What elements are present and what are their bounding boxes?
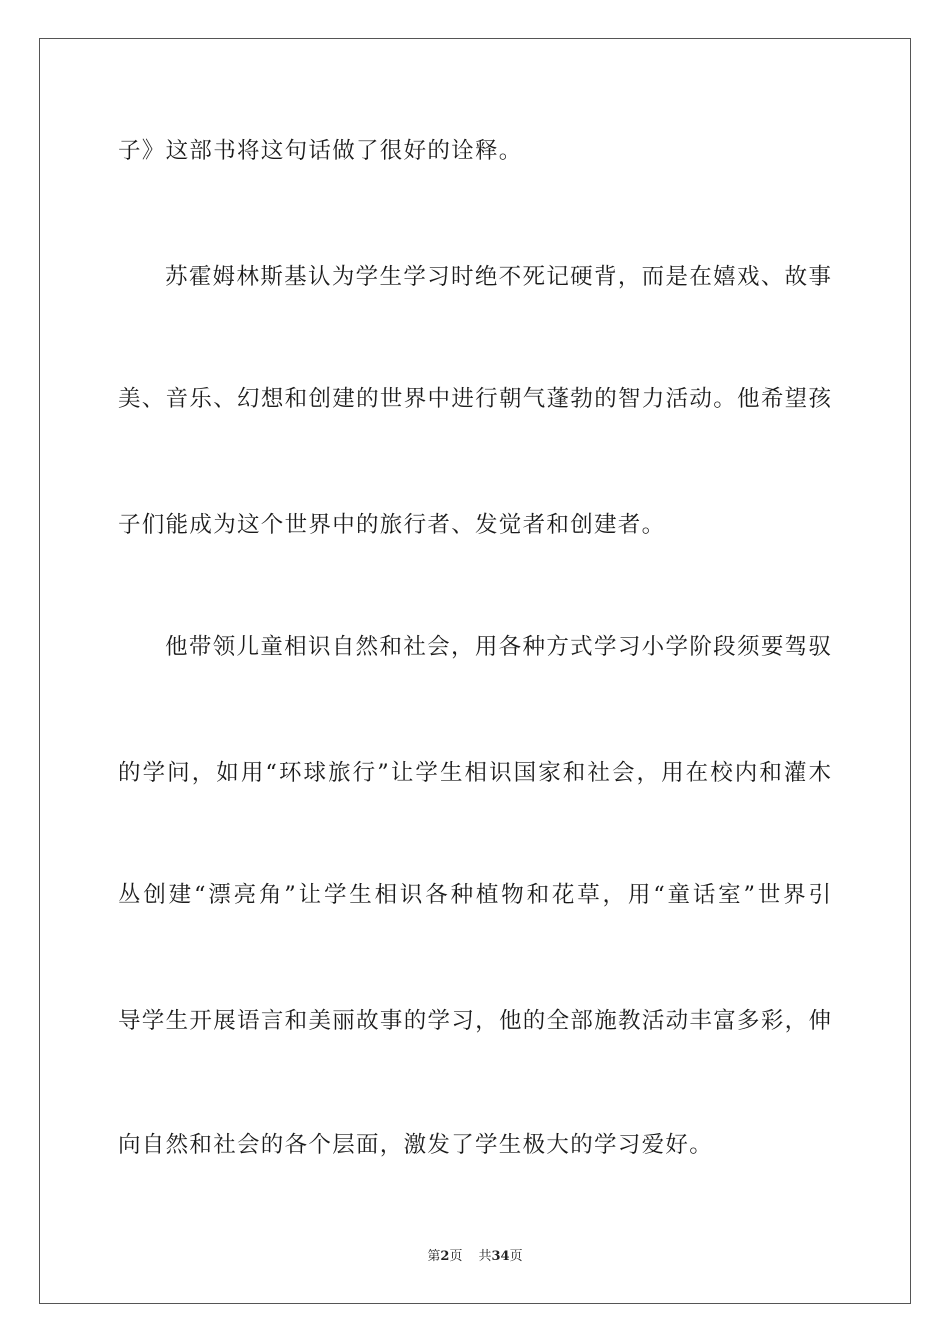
paragraph-1-line-1: 子》这部书将这句话做了很好的诠释。 <box>118 138 523 164</box>
page-border <box>39 38 911 1304</box>
paragraph-3-line-3: 丛创建“漂亮角”让学生相识各种植物和花草，用“童话室”世界引 <box>118 882 831 908</box>
page-total-prefix: 共 <box>478 1249 492 1264</box>
paragraph-3-line-1: 他带领儿童相识自然和社会，用各种方式学习小学阶段须要驾驭 <box>165 634 831 660</box>
paragraph-2-line-2: 美、音乐、幻想和创建的世界中进行朝气蓬勃的智力活动。他希望孩 <box>118 386 831 412</box>
page-total: 34 <box>491 1249 510 1264</box>
paragraph-2-line-1: 苏霍姆林斯基认为学生学习时绝不死记硬背，而是在嬉戏、故事 <box>165 264 831 290</box>
page-number-prefix: 第 <box>427 1249 441 1264</box>
paragraph-3-line-2: 的学问，如用“环球旅行”让学生相识国家和社会，用在校内和灌木 <box>118 760 831 786</box>
paragraph-3-line-5: 向自然和社会的各个层面，激发了学生极大的学习爱好。 <box>118 1132 714 1158</box>
page-number-suffix: 页 <box>449 1249 463 1264</box>
page-total-suffix: 页 <box>509 1249 523 1264</box>
paragraph-2-line-3: 子们能成为这个世界中的旅行者、发觉者和创建者。 <box>118 512 666 538</box>
paragraph-3-line-4: 导学生开展语言和美丽故事的学习，他的全部施教活动丰富多彩，伸 <box>118 1008 831 1034</box>
page-footer <box>0 1245 950 1264</box>
page-current: 2 <box>440 1249 450 1264</box>
